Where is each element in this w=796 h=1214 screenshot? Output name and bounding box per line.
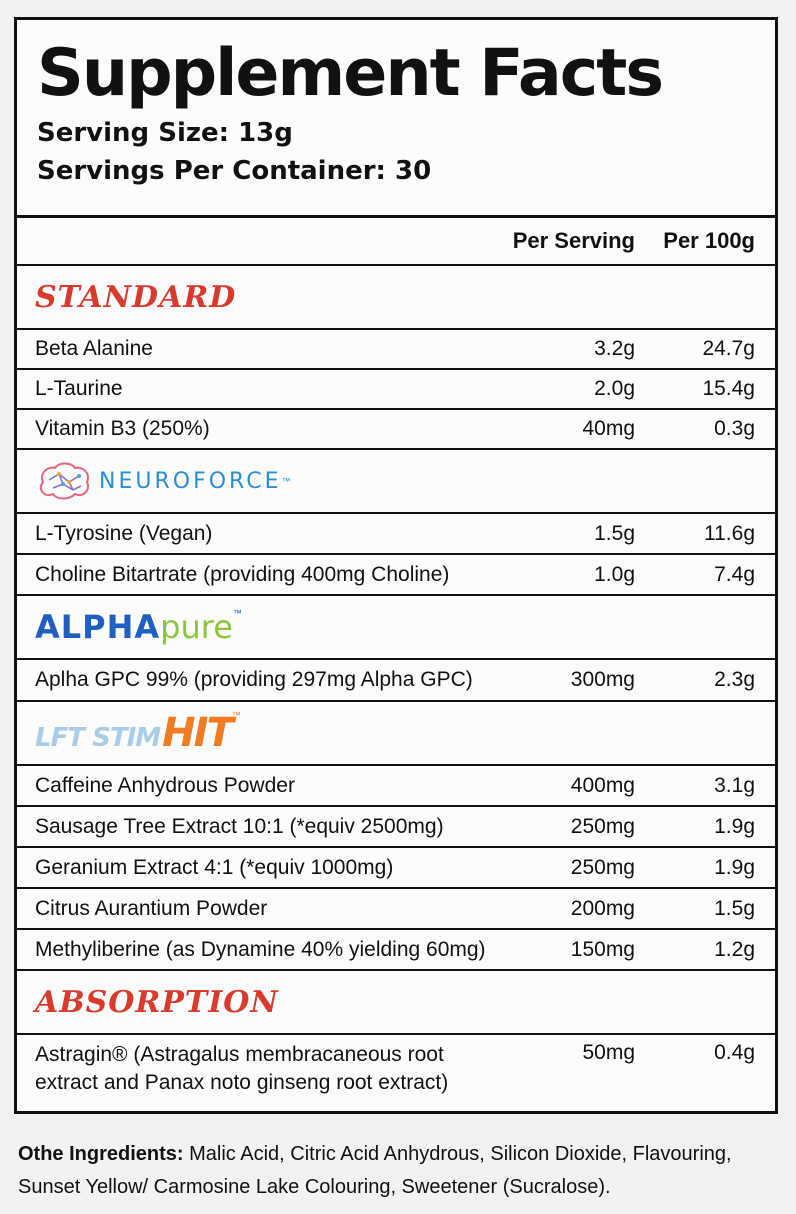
per-100g-value: 0.4g <box>714 1041 755 1064</box>
alphapure-wordmark-alpha: ALPHA <box>35 608 161 646</box>
table-row <box>17 660 775 702</box>
per-serving-value: 400mg <box>570 773 635 797</box>
section-neuroforce <box>17 450 775 514</box>
section-standard <box>17 266 775 330</box>
alphapure-wordmark-pure: pure <box>160 608 233 646</box>
per-100g-value: 1.9g <box>714 855 755 879</box>
per-serving-value: 1.5g <box>594 521 635 545</box>
per-serving-value: 150mg <box>570 937 635 961</box>
per-serving-value: 50mg <box>582 1041 635 1064</box>
table-row <box>17 1035 775 1109</box>
per-serving-value: 250mg <box>570 855 635 879</box>
serving-size: Serving Size: 13g <box>37 118 293 148</box>
table-row <box>17 555 775 596</box>
stimhit-logo <box>35 710 241 756</box>
column-header <box>17 218 775 266</box>
ingredient-name: Choline Bitartrate (providing 400mg Choline) <box>35 562 450 586</box>
alphapure-trademark: ™ <box>232 608 242 618</box>
ingredient-name: Aplha GPC 99% (providing 297mg Alpha GPC) <box>35 668 473 691</box>
ingredient-name: Methyliberine (as Dynamine 40% yielding 60mg) <box>35 937 486 961</box>
per-serving-value: 200mg <box>570 896 635 920</box>
column-per-100g: Per 100g <box>663 228 755 253</box>
stimhit-wordmark-stim: LFT STIM <box>35 723 161 753</box>
ingredient-name: Beta Alanine <box>35 337 153 360</box>
per-100g-value: 3.1g <box>714 773 755 797</box>
table-row <box>17 930 775 971</box>
neuroforce-logo <box>35 460 291 502</box>
per-100g-value: 24.7g <box>702 337 755 360</box>
servings-per-container: Servings Per Container: 30 <box>37 156 432 186</box>
ingredient-name: L-Taurine <box>35 377 123 400</box>
per-serving-value: 40mg <box>582 417 635 440</box>
neuroforce-trademark: ™ <box>281 476 291 486</box>
per-serving-value: 2.0g <box>594 377 635 400</box>
section-absorption-title: ABSORPTION <box>35 984 279 1020</box>
per-100g-value: 1.5g <box>714 896 755 920</box>
alphapure-logo <box>35 608 242 646</box>
per-100g-value: 7.4g <box>714 562 755 586</box>
table-row <box>17 410 775 450</box>
ingredient-name: Citrus Aurantium Powder <box>35 896 268 920</box>
other-ingredients-text: Malic Acid, Citric Acid Anhydrous, Silicon Dioxide, Flavouring, Sunset Yellow/ Carmosine Lake Colouring, Sweetener (Sucralose). <box>18 1143 732 1198</box>
per-serving-value: 3.2g <box>594 337 635 360</box>
supplement-facts-panel <box>14 17 778 1114</box>
column-per-serving: Per Serving <box>512 228 635 253</box>
ingredient-name <box>35 1041 515 1097</box>
table-row <box>17 807 775 848</box>
stimhit-trademark: ™ <box>231 710 241 720</box>
ingredient-name: Sausage Tree Extract 10:1 (*equiv 2500mg) <box>35 814 444 838</box>
ingredient-name-line1: Astragin® (Astragalus membracaneous root <box>35 1043 444 1066</box>
per-100g-value: 15.4g <box>702 377 755 400</box>
section-stimhit <box>17 702 775 766</box>
per-serving-value: 250mg <box>570 814 635 838</box>
brain-icon <box>35 460 93 502</box>
table-row <box>17 889 775 930</box>
per-100g-value: 1.9g <box>714 814 755 838</box>
neuroforce-wordmark: NEUROFORCE <box>99 468 282 494</box>
ingredient-name: L-Tyrosine (Vegan) <box>35 521 213 545</box>
table-row <box>17 766 775 807</box>
table-row <box>17 330 775 370</box>
other-ingredients <box>18 1138 788 1204</box>
section-alphapure <box>17 596 775 660</box>
per-100g-value: 1.2g <box>714 937 755 961</box>
per-100g-value: 11.6g <box>704 521 755 545</box>
per-serving-value: 1.0g <box>594 562 635 586</box>
ingredient-name: Vitamin B3 (250%) <box>35 417 210 440</box>
per-serving-value: 300mg <box>570 668 635 691</box>
section-standard-title: STANDARD <box>35 279 237 315</box>
facts-header <box>17 20 775 218</box>
per-100g-value: 0.3g <box>714 417 755 440</box>
table-row <box>17 370 775 410</box>
per-100g-value: 2.3g <box>714 668 755 691</box>
section-absorption <box>17 971 775 1035</box>
page-title: Supplement Facts <box>37 36 663 111</box>
other-ingredients-label: Othe Ingredients: <box>18 1143 184 1165</box>
table-row <box>17 848 775 889</box>
ingredient-name-line2: extract and Panax noto ginseng root extract) <box>35 1071 449 1094</box>
ingredient-name: Geranium Extract 4:1 (*equiv 1000mg) <box>35 855 394 879</box>
ingredient-name: Caffeine Anhydrous Powder <box>35 773 295 797</box>
stimhit-wordmark-hit: HIT <box>162 710 232 756</box>
table-row <box>17 514 775 555</box>
